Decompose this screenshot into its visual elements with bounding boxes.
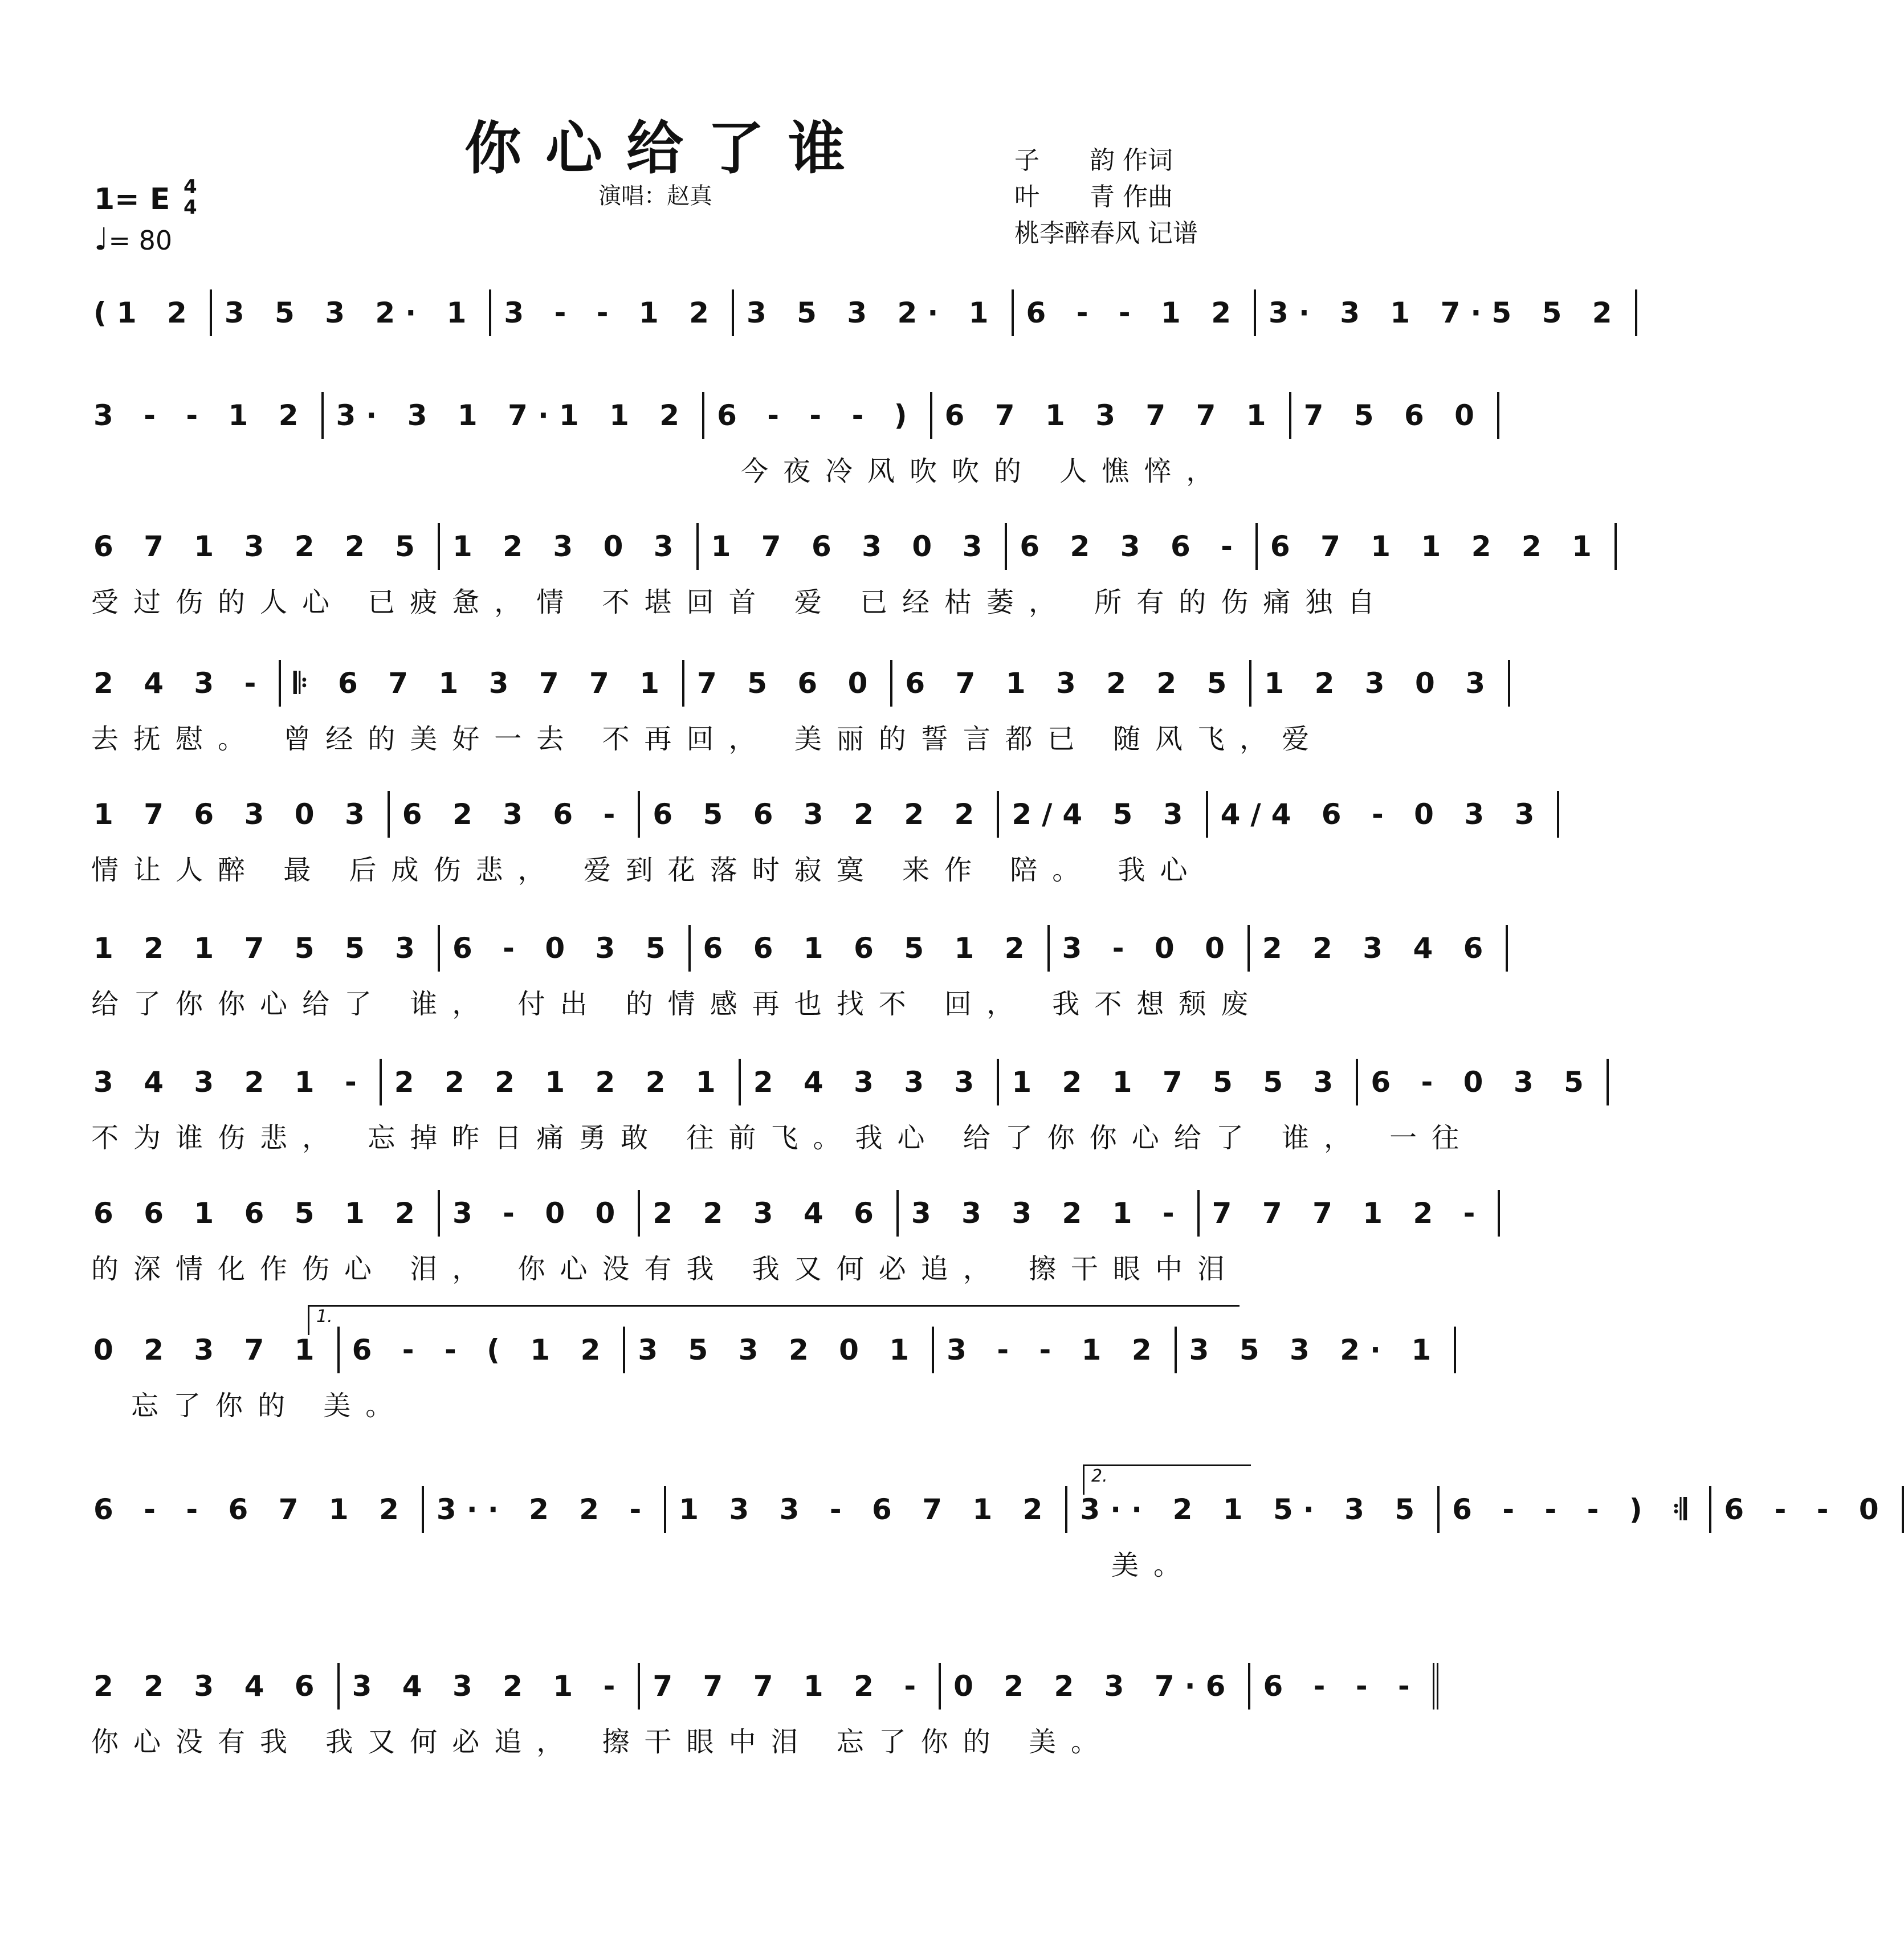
- notes-row: [91, 285, 1622, 336]
- measure: 1 7 6 3 0 3: [699, 523, 1008, 570]
- measure: 6 7 1 3 7 7 1: [932, 392, 1291, 439]
- measure: 2 2 2 1 2 2 1: [382, 1059, 741, 1105]
- lyrics-line: 去抚慰。 曾经的美好一去 不再回， 美丽的誓言都已 随风飞，爱: [91, 723, 1324, 755]
- measure: 6 2 3 6 -: [1007, 523, 1258, 570]
- lyrics-line: 今夜冷风吹吹的 人憔悴，: [741, 455, 1229, 487]
- measure: 6 7 1 1 2 2 1: [1258, 523, 1617, 570]
- measure: (1 2: [91, 289, 212, 336]
- measure: 7 5 6 0: [1291, 392, 1499, 439]
- composer-credit: 叶 青 作曲: [1014, 182, 1173, 211]
- notes-row: [91, 920, 1494, 972]
- measure: 3 4 3 2 1 -: [91, 1059, 382, 1105]
- measure: 6 - - 0: [1711, 1486, 1903, 1533]
- measure: 1 2 1 7 5 5 3: [999, 1059, 1358, 1105]
- measure: 6 7 1 3 2 2 5: [892, 660, 1251, 707]
- notes-row: [91, 387, 1485, 439]
- measure: 1 3 3 - 6 7 1 2: [666, 1486, 1067, 1533]
- singer-credit: 演唱：赵真: [598, 183, 712, 209]
- measure: 1 2 1 7 5 5 3: [91, 925, 440, 972]
- measure: 0 2 3 7 1: [91, 1327, 340, 1373]
- measure: 1 2 3 0 3: [1251, 660, 1510, 707]
- measure: 6 6 1 6 5 1 2: [691, 925, 1050, 972]
- measure: 7 7 7 1 2 -: [1200, 1190, 1501, 1237]
- measure: 6 - - - ): [704, 392, 932, 439]
- notes-row: [91, 1658, 1420, 1710]
- measure: 6 - 0 3 5: [440, 925, 691, 972]
- notes-row: [91, 655, 1495, 707]
- transcriber-credit: 桃李醉春风 记谱: [1014, 219, 1198, 248]
- measure: 2 2 3 4 6: [1250, 925, 1508, 972]
- lyrics-line: 的深情化作伤心 泪， 你心没有我 我又何必追， 擦干眼中泪: [91, 1253, 1240, 1285]
- measure: 4/4 6 - 0 3 3: [1208, 791, 1560, 838]
- measure: 3 5 3 2· 1: [1177, 1327, 1457, 1373]
- lyrics-line: [91, 346, 1242, 386]
- lyrics-line: 给了你你心给了 谁， 付出 的情感再也找不 回， 我不想颓废: [91, 988, 1263, 1020]
- measure: 2 4 3 3 3: [741, 1059, 1000, 1105]
- score-system-8: [91, 1185, 1486, 1287]
- score-system-10: [91, 1466, 1889, 1583]
- score-system-2: [91, 387, 1485, 489]
- measure: 2 4 3 -: [91, 660, 281, 707]
- lyrics-line: 不为谁伤悲， 忘掉昨日痛勇敢 往前飞。我心 给了你你心给了 谁， 一往: [91, 1122, 1474, 1154]
- score-system-11: [91, 1658, 1420, 1760]
- measure: 7 5 6 0: [684, 660, 892, 707]
- quarter-note-icon: ♩: [94, 221, 109, 257]
- measure: 6 2 3 6 -: [390, 791, 641, 838]
- measure: 6 6 1 6 5 1 2: [91, 1190, 440, 1237]
- lyrics-line: 美。: [1111, 1549, 1196, 1581]
- measure: 7 7 7 1 2 -: [640, 1663, 941, 1710]
- song-title: 你心给了谁: [464, 115, 869, 182]
- measure: 6 - - 6 7 1 2: [91, 1486, 424, 1533]
- volta-bracket: 2.: [1083, 1464, 1251, 1495]
- measure: 3 5 3 2· 1: [734, 289, 1014, 336]
- measure: 1 7 6 3 0 3: [91, 791, 390, 838]
- measure: 3· 3 1 7·1 1 2: [324, 392, 705, 439]
- notes-row: [91, 1185, 1486, 1237]
- measure: 6 - 0 3 5: [1358, 1059, 1609, 1105]
- measure: 6 - - - ) 𝄇: [1440, 1486, 1711, 1533]
- notes-row: [91, 786, 1545, 838]
- score-system-4: [91, 655, 1495, 757]
- tempo-value: = 80: [108, 225, 173, 256]
- tempo-marking: [94, 221, 172, 257]
- score-system-7: [91, 1054, 1594, 1156]
- meter-top: 4: [184, 176, 197, 198]
- measure: 1 2 3 0 3: [440, 523, 699, 570]
- measure: 6 5 6 3 2 2 2: [640, 791, 999, 838]
- score-system-3: [91, 519, 1602, 620]
- notes-row: [91, 1054, 1594, 1105]
- measure: 3 3 3 2 1 -: [899, 1190, 1200, 1237]
- measure: 3 - 0 0: [1050, 925, 1250, 972]
- measure: 2 2 3 4 6: [640, 1190, 899, 1237]
- measure: 3 5 3 2· 1: [212, 289, 492, 336]
- measure: 2 2 3 4 6: [91, 1663, 340, 1710]
- credits-block: [1014, 142, 1198, 252]
- measure: 6 - - 1 2: [1014, 289, 1257, 336]
- measure: 6 - - -: [1250, 1663, 1438, 1710]
- score-system-6: [91, 920, 1494, 1022]
- lyrics-line: 情让人醉 最 后成伤悲， 爱到花落时寂寞 来作 陪。 我心: [91, 854, 1202, 886]
- measure: 3·· 2 2 -: [424, 1486, 666, 1533]
- time-signature: [184, 177, 197, 218]
- measure: 0 2 2 3 7·6: [941, 1663, 1250, 1710]
- measure: 6 - - ( 1 2: [340, 1327, 626, 1373]
- score-system-5: [91, 786, 1545, 888]
- measure: 3 - - 1 2: [934, 1327, 1177, 1373]
- meter-bottom: 4: [184, 196, 197, 219]
- measure: 3 5 3 2 0 1: [625, 1327, 934, 1373]
- lyrics-line: 受过伤的人心 已疲惫，情 不堪回首 爱 已经枯萎， 所有的伤痛独自: [91, 586, 1390, 618]
- measure: 6 7 1 3 2 2 5: [91, 523, 440, 570]
- key-signature: 1= E: [94, 182, 170, 217]
- lyrics-line: 忘了你的 美。: [131, 1390, 408, 1422]
- measure: 3·· 2 1 5· 3 5: [1067, 1486, 1440, 1533]
- volta-bracket: 1.: [308, 1305, 1240, 1335]
- measure: 3 - - 1 2: [491, 289, 734, 336]
- notes-row: [91, 519, 1602, 570]
- measure: 2/4 5 3: [999, 791, 1208, 838]
- measure: 3· 3 1 7·5 5 2: [1256, 289, 1637, 336]
- measure: 3 - 0 0: [440, 1190, 640, 1237]
- measure: 3 - - 1 2: [91, 392, 324, 439]
- score-system-9: [91, 1307, 1442, 1423]
- measure: 𝄆 6 7 1 3 7 7 1: [281, 660, 684, 707]
- score-system-1: [91, 285, 1622, 386]
- lyricist-credit: 子 韵 作词: [1014, 146, 1173, 175]
- notes-row: [91, 1482, 1889, 1533]
- lyrics-line: 你心没有我 我又何必追， 擦干眼中泪 忘了你的 美。: [91, 1726, 1114, 1758]
- measure: 3 4 3 2 1 -: [340, 1663, 641, 1710]
